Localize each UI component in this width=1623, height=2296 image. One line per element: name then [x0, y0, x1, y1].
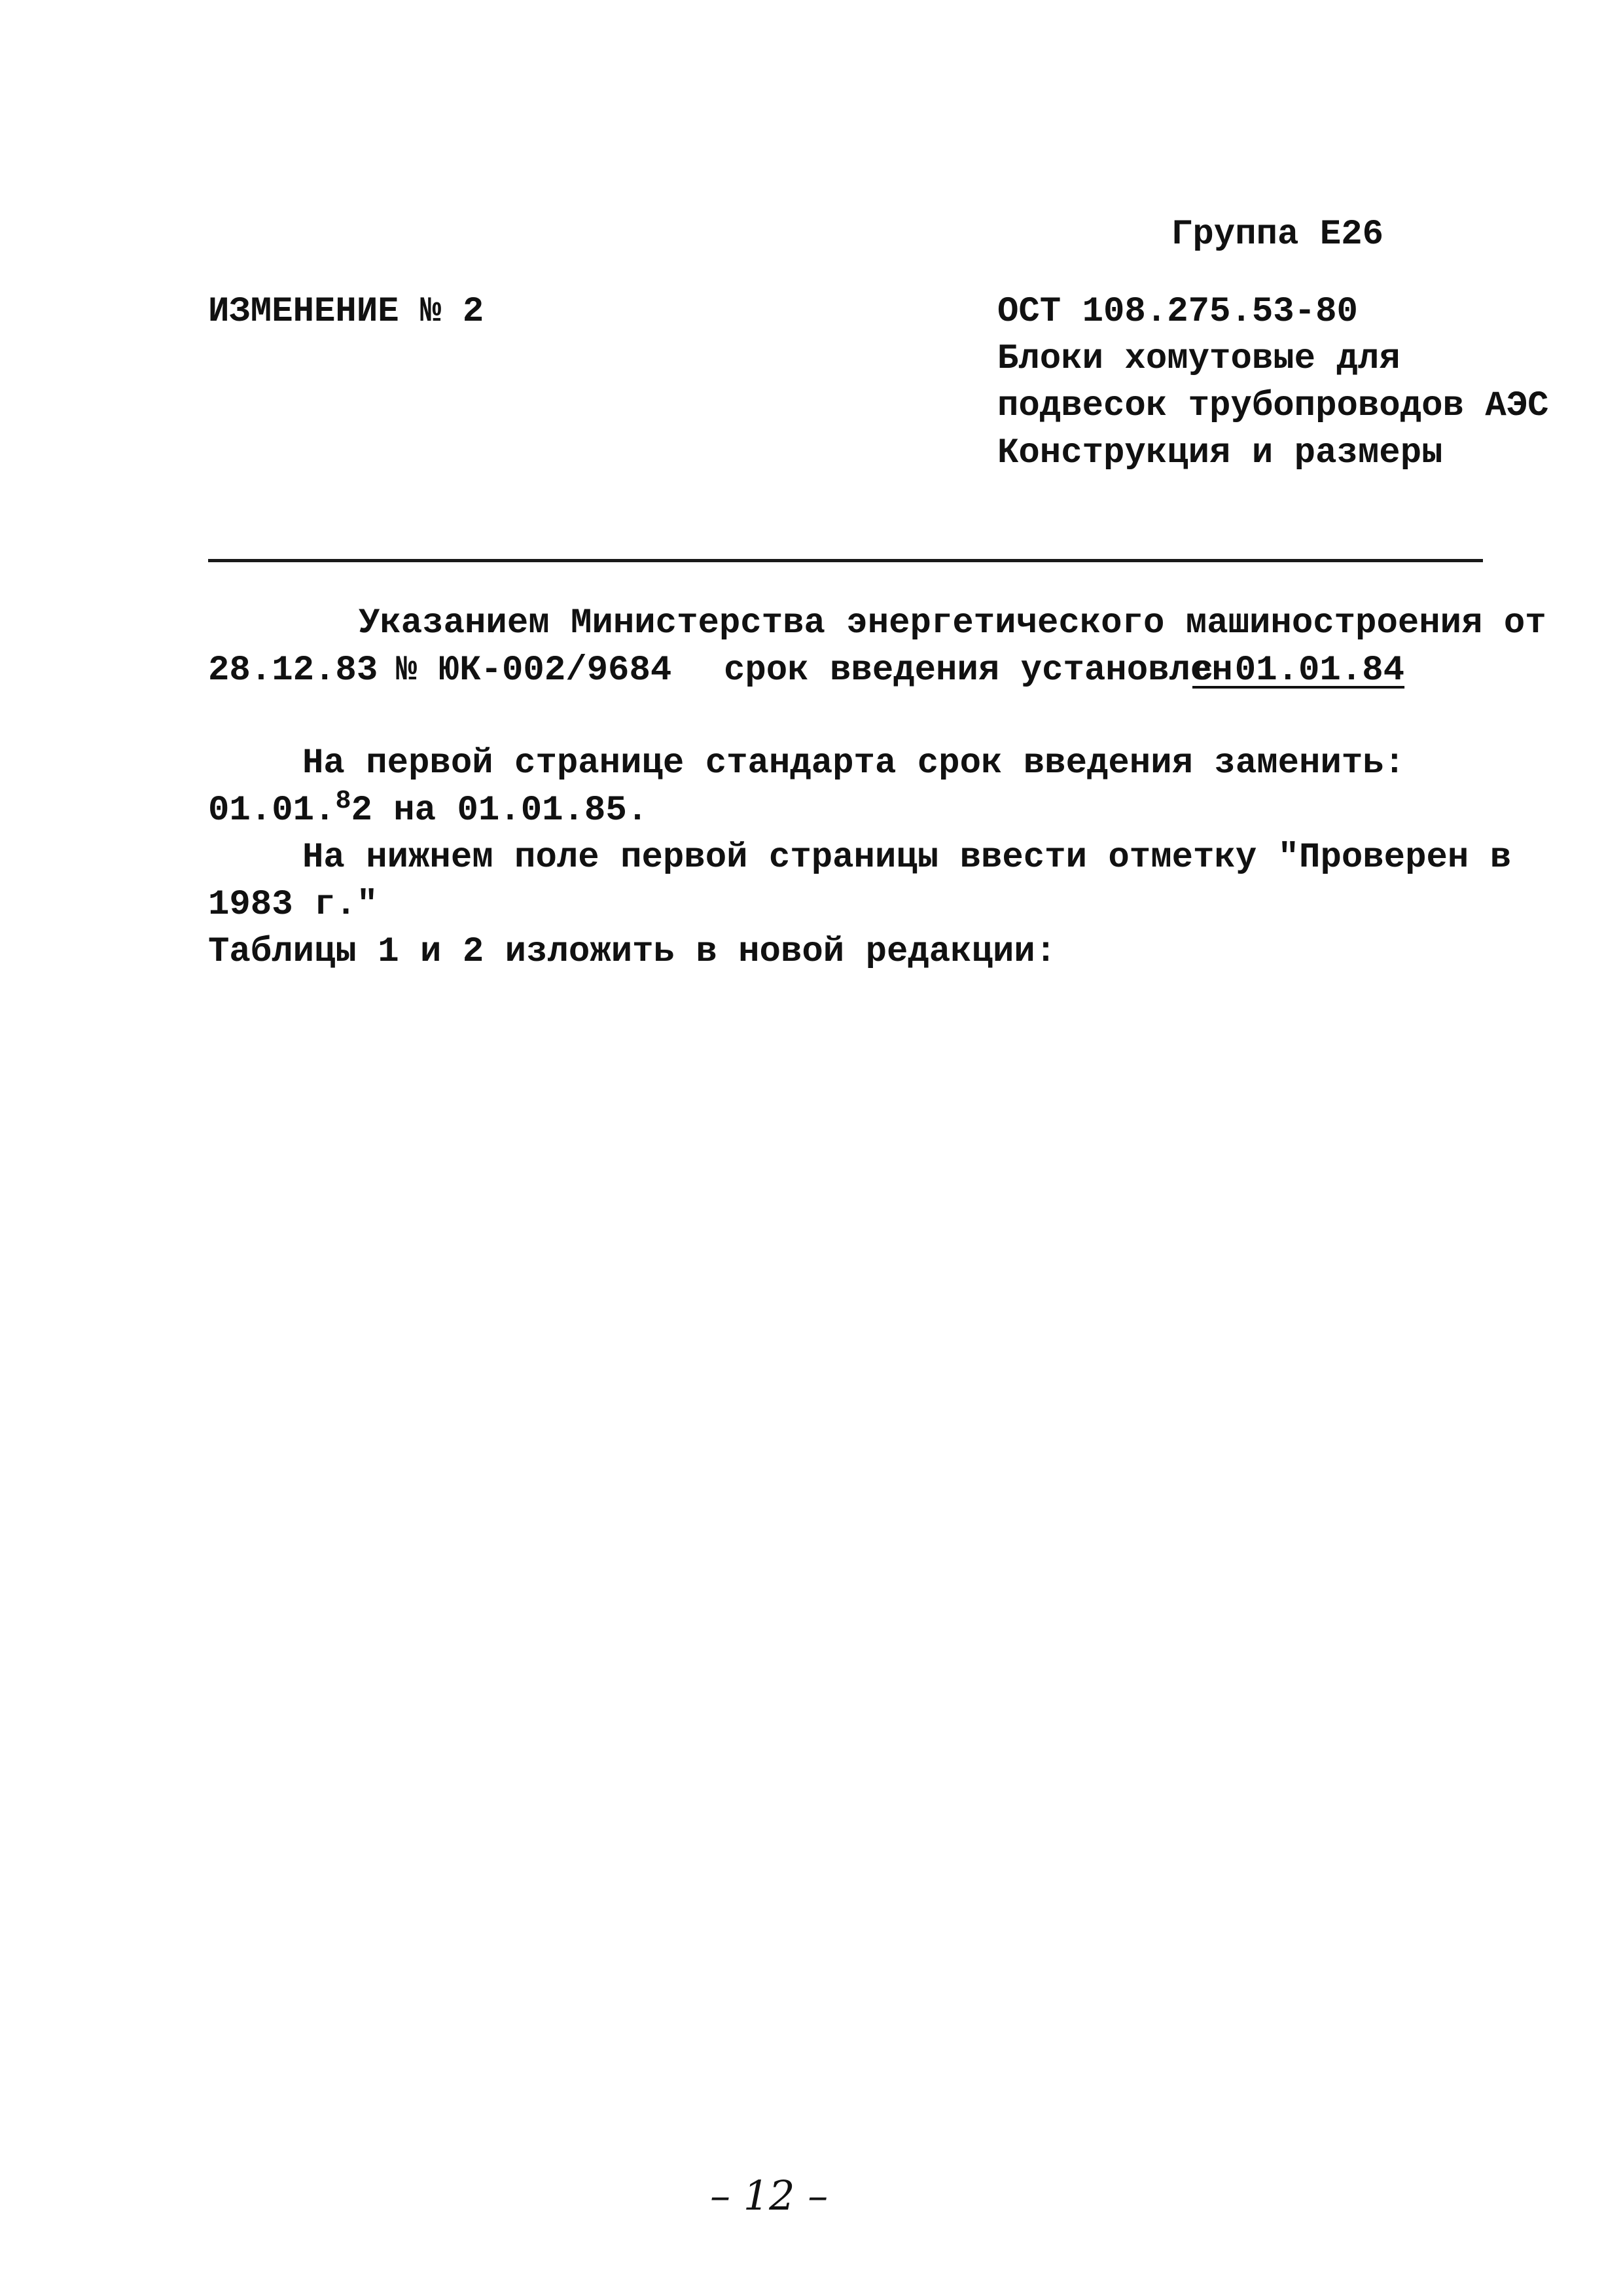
group-label: Группа Е26: [1171, 215, 1384, 255]
standard-number: ОСТ 108.275.53-80: [997, 292, 1358, 332]
old-date-prefix: 01.01.: [208, 791, 336, 831]
change-number: ИЗМЕНЕНИЕ № 2: [208, 292, 484, 332]
header-divider: [208, 559, 1483, 562]
directive-number: № ЮК-002/9684: [396, 651, 672, 691]
old-date-superscript: 8: [335, 787, 351, 816]
directive-date: 28.12.83: [208, 651, 378, 691]
directive-line-1: Указанием Министерства энергетического машиностроения от: [359, 603, 1546, 643]
paragraph-3-line-1: Таблицы 1 и 2 изложить в новой редакции:: [208, 932, 1057, 972]
directive-term-date: с 01.01.84: [1192, 651, 1405, 691]
paragraph-1-line-1: На первой странице стандарта срок введения заменить:: [302, 744, 1406, 783]
old-date-suffix: 2 на 01.01.85.: [351, 791, 649, 831]
standard-title-line-2: подвесок трубопроводов АЭС: [997, 386, 1549, 426]
directive-term-text: срок введения установлен: [724, 651, 1233, 691]
paragraph-1-line-2: [208, 787, 649, 831]
standard-title-line-1: Блоки хомутовые для: [997, 339, 1400, 379]
standard-title-line-3: Конструкция и размеры: [997, 433, 1443, 473]
page-number: – 12 –: [710, 2172, 829, 2219]
paragraph-2-line-2: 1983 г.": [208, 885, 378, 925]
paragraph-2-line-1: На нижнем поле первой страницы ввести отметку "Проверен в: [302, 838, 1512, 878]
